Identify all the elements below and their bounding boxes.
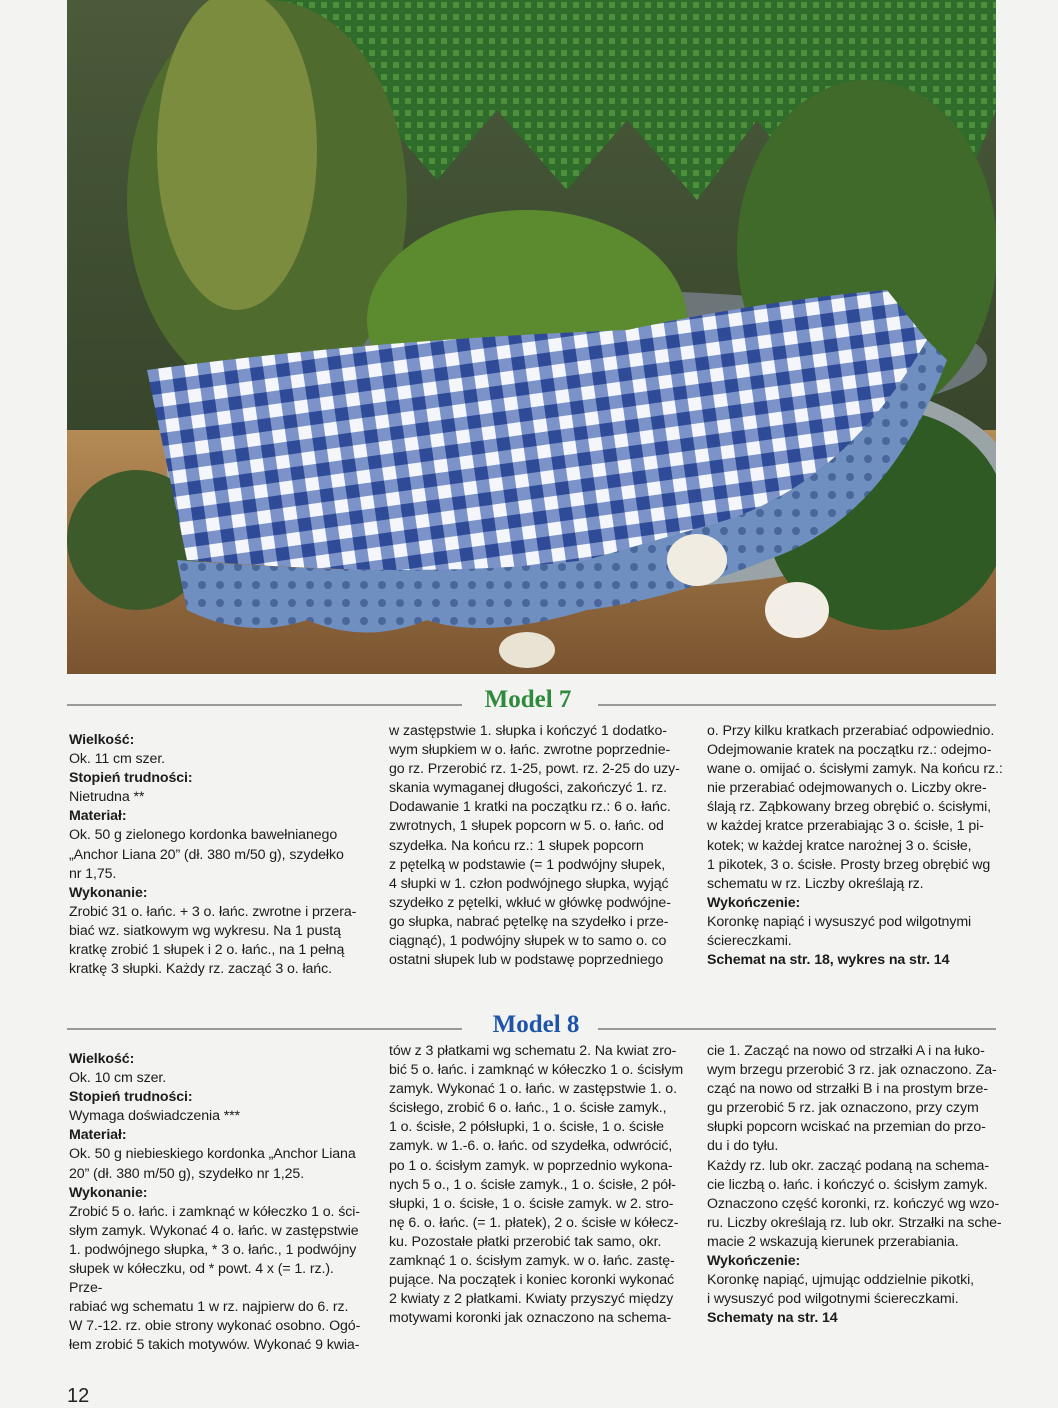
section-heading: Materiał: bbox=[69, 1127, 127, 1144]
text-line: 20” (dł. 380 m/50 g), szydełko nr 1,25. bbox=[69, 1165, 305, 1182]
text-line: cząć na nowo od strzałki B i na prostym brze- bbox=[707, 1081, 988, 1098]
text-line: nr 1,75. bbox=[69, 865, 117, 882]
section-heading: Wykończenie: bbox=[707, 1253, 801, 1270]
text-line: w zastępstwie 1. słupka i kończyć 1 dodatko- bbox=[389, 723, 667, 739]
text-line: ściereczkami. bbox=[707, 933, 792, 950]
text-line: 1 pikotek, 3 o. ścisłe. Prosty brzeg obrębić wg bbox=[707, 856, 991, 873]
text-line: z pętelką w podstawie (= 1 podwójny słupek, bbox=[389, 856, 666, 873]
text-line: ścisłego, zrobić 6 o. łańc., 1 o. ścisłe zamyk., bbox=[389, 1100, 667, 1117]
text-line: 2 kwiaty z 2 płatkami. Kwiaty przyszyć między bbox=[389, 1291, 674, 1308]
section-heading: Schematy na str. 14 bbox=[707, 1310, 838, 1327]
text-line: Oznaczono część koronki, rz. kończyć wg wzo- bbox=[707, 1195, 1000, 1212]
text-line: wym brzegu przerobić 3 rz. jak oznaczono. Za- bbox=[707, 1062, 997, 1079]
text-line: schematu w rz. Liczby określają rz. bbox=[707, 875, 924, 892]
text-line: Każdy rz. lub okr. zacząć podaną na schema- bbox=[707, 1157, 989, 1174]
text-line: 4 słupki w 1. człon podwójnego słupka, wyjąć bbox=[389, 875, 669, 892]
text-line: o. Przy kilku kratkach przerabiać odpowiednio. bbox=[707, 723, 995, 739]
model8-column-2 bbox=[389, 1042, 694, 1328]
text-line: Odejmowanie kratek na początku rz.: odejmo- bbox=[707, 742, 992, 759]
text-line: rabiać wg schematu 1 w rz. najpierw do 6. rz. bbox=[69, 1299, 349, 1316]
text-line: zamyk. w 1.-6. o. łańc. od szydełka, odwrócić, bbox=[389, 1138, 673, 1155]
text-line: szydełko z pętelki, wkłuć w główkę podwójne- bbox=[389, 894, 671, 911]
text-line: 1. podwójnego słupka, * 3 o. łańc., 1 podwójny bbox=[69, 1241, 357, 1258]
divider-left bbox=[67, 1028, 462, 1030]
text-line: słym zamyk. Wykonać 4 o. łańc. w zastępstwie bbox=[69, 1222, 359, 1239]
text-line: ślają rz. Ząbkowany brzeg obrębić o. ścisłymi, bbox=[707, 799, 991, 816]
text-line: wym słupkiem w o. łańc. zwrotne poprzednie- bbox=[389, 742, 671, 759]
text-line: Koronkę napiąć, ujmując oddzielnie pikotki, bbox=[707, 1272, 974, 1289]
text-line: Ok. 50 g niebieskiego kordonka „Anchor Liana bbox=[69, 1146, 356, 1163]
model8-column-3 bbox=[707, 1042, 1007, 1328]
model8-heading-row bbox=[0, 1006, 1058, 1046]
model7-column-2 bbox=[389, 722, 694, 970]
text-line: kratkę zrobić 1 słupek i 2 o. łańc., na 1 pełną bbox=[69, 942, 345, 959]
text-line: cie liczbą o. łańc. i kończyć o. ścisłym zamyk. bbox=[707, 1176, 988, 1193]
section-heading: Wykonanie: bbox=[69, 1184, 148, 1201]
text-line: ostatni słupek lub w podstawę poprzedniego bbox=[389, 952, 664, 969]
text-line: gu przerobić 5 rz. jak oznaczono, przy czym bbox=[707, 1100, 979, 1117]
model8-title: Model 8 bbox=[492, 1011, 580, 1038]
model7-column-1 bbox=[69, 731, 369, 979]
text-line: kratkę 3 słupki. Każdy rz. zacząć 3 o. łańc. bbox=[69, 961, 332, 978]
text-line: słupek w kółeczku, od * powt. 4 x (= 1. rz.). Prze- bbox=[69, 1261, 334, 1297]
text-line: zamknąć 1 o. ścisłym zamyk. w o. łańc. zastę- bbox=[389, 1253, 675, 1270]
text-line: ru. Liczby określają rz. lub okr. Strzałki na sche- bbox=[707, 1214, 1002, 1231]
section-heading: Wielkość: bbox=[69, 732, 135, 748]
text-line: Ok. 50 g zielonego kordonka bawełnianego bbox=[69, 827, 338, 844]
text-line: Ok. 10 cm szer. bbox=[69, 1070, 167, 1087]
text-line: tów z 3 płatkami wg schematu 2. Na kwiat zro- bbox=[389, 1043, 677, 1059]
text-line: Nietrudna ** bbox=[69, 789, 145, 806]
text-line: Dodawanie 1 kratki na początku rz.: 6 o. łańc. bbox=[389, 799, 671, 816]
text-line: zamyk. Wykonać 1 o. łańc. w zastępstwie 1. o. bbox=[389, 1081, 677, 1098]
text-line: wane o. omijać o. ścisłymi zamyk. Na końcu rz.: bbox=[707, 761, 1003, 778]
section-heading: Stopień trudności: bbox=[69, 1089, 193, 1106]
text-line: bić 5 o. łańc. i zamknąć w kółeczko 1 o. ścisłym bbox=[389, 1062, 684, 1079]
text-line: skania wymaganej długości, zakończyć 1. rz. bbox=[389, 780, 668, 797]
text-line: słupki, 1 o. ścisłe, 1 o. ścisłe zamyk. w 2. stro- bbox=[389, 1195, 674, 1212]
text-line: Ok. 11 cm szer. bbox=[69, 751, 165, 768]
text-line: po 1 o. ścisłym zamyk. w poprzednio wykona- bbox=[389, 1157, 673, 1174]
section-heading: Wielkość: bbox=[69, 1051, 135, 1067]
text-line: go rz. Przerobić rz. 1-25, powt. rz. 2-25 do uzy- bbox=[389, 761, 680, 778]
text-line: 1 o. ścisłe, 2 półsłupki, 1 o. ścisłe, 1 o. ścisłe bbox=[389, 1119, 664, 1136]
text-line: ciągnąć), 1 podwójny słupek w to samo o. co bbox=[389, 933, 667, 950]
model8-column-1 bbox=[69, 1050, 369, 1356]
text-line: macie 2 wskazują kierunek przerabiania. bbox=[707, 1233, 959, 1250]
section-heading: Stopień trudności: bbox=[69, 770, 193, 787]
section-heading: Schemat na str. 18, wykres na str. 14 bbox=[707, 952, 950, 969]
text-line: nę 6. o. łańc. (= 1. płatek), 2 o. ścisłe w kółecz- bbox=[389, 1214, 679, 1231]
text-line: słupki popcorn wciskać na przemian do przo- bbox=[707, 1119, 986, 1136]
text-line: Koronkę napiąć i wysuszyć pod wilgotnymi bbox=[707, 913, 972, 930]
text-line: Zrobić 5 o. łańc. i zamknąć w kółeczko 1 o. ści- bbox=[69, 1203, 360, 1220]
divider-left bbox=[67, 704, 462, 706]
divider-right bbox=[598, 1028, 996, 1030]
text-line: ku. Pozostałe płatki przerobić tak samo, okr. bbox=[389, 1233, 662, 1250]
text-line: W 7.-12. rz. obie strony wykonać osobno. Ogó- bbox=[69, 1318, 361, 1335]
section-heading: Wykończenie: bbox=[707, 894, 801, 911]
text-line: Wymaga doświadczenia *** bbox=[69, 1108, 240, 1125]
text-line: szydełka. Na końcu rz.: 1 słupek popcorn bbox=[389, 837, 644, 854]
text-line: cie 1. Zacząć na nowo od strzałki A i na łuko- bbox=[707, 1043, 985, 1059]
text-line: „Anchor Liana 20” (dł. 380 m/50 g), szydełko bbox=[69, 846, 344, 863]
model7-title: Model 7 bbox=[484, 686, 572, 713]
text-line: kotek; w każdej kratce narożnej 3 o. ścisłe, bbox=[707, 837, 972, 854]
hero-photo bbox=[67, 0, 996, 674]
text-line: biać wz. siatkowym wg wykresu. Na 1 pustą bbox=[69, 922, 341, 939]
model7-column-3 bbox=[707, 722, 1007, 970]
page-number: 12 bbox=[67, 1385, 90, 1407]
text-line: zwrotnych, 1 słupek popcorn w 5. o. łańc. od bbox=[389, 818, 664, 835]
text-line: pujące. Na początek i koniec koronki wykonać bbox=[389, 1272, 675, 1289]
text-line: łem zrobić 5 takich motywów. Wykonać 9 kwia- bbox=[69, 1337, 360, 1354]
model7-heading-row bbox=[0, 682, 1058, 722]
text-line: w każdej kratce przerabiając 3 o. ścisłe, 1 pi- bbox=[707, 818, 984, 835]
section-heading: Materiał: bbox=[69, 808, 127, 825]
text-line: nie przerabiać odejmowanych o. Liczby okre- bbox=[707, 780, 987, 797]
section-heading: Wykonanie: bbox=[69, 884, 148, 901]
text-line: Zrobić 31 o. łańc. + 3 o. łańc. zwrotne i przera- bbox=[69, 903, 357, 920]
divider-right bbox=[598, 704, 996, 706]
text-line: nych 5 o., 1 o. ścisłe zamyk., 1 o. ścisłe, 2 pół- bbox=[389, 1176, 676, 1193]
text-line: i wysuszyć pod wilgotnymi ściereczkami. bbox=[707, 1291, 959, 1308]
text-line: go słupka, nabrać pętelkę na szydełko i prze- bbox=[389, 913, 669, 930]
text-line: du i do tyłu. bbox=[707, 1138, 779, 1155]
text-line: motywami koronki jak oznaczono na schema- bbox=[389, 1310, 672, 1327]
